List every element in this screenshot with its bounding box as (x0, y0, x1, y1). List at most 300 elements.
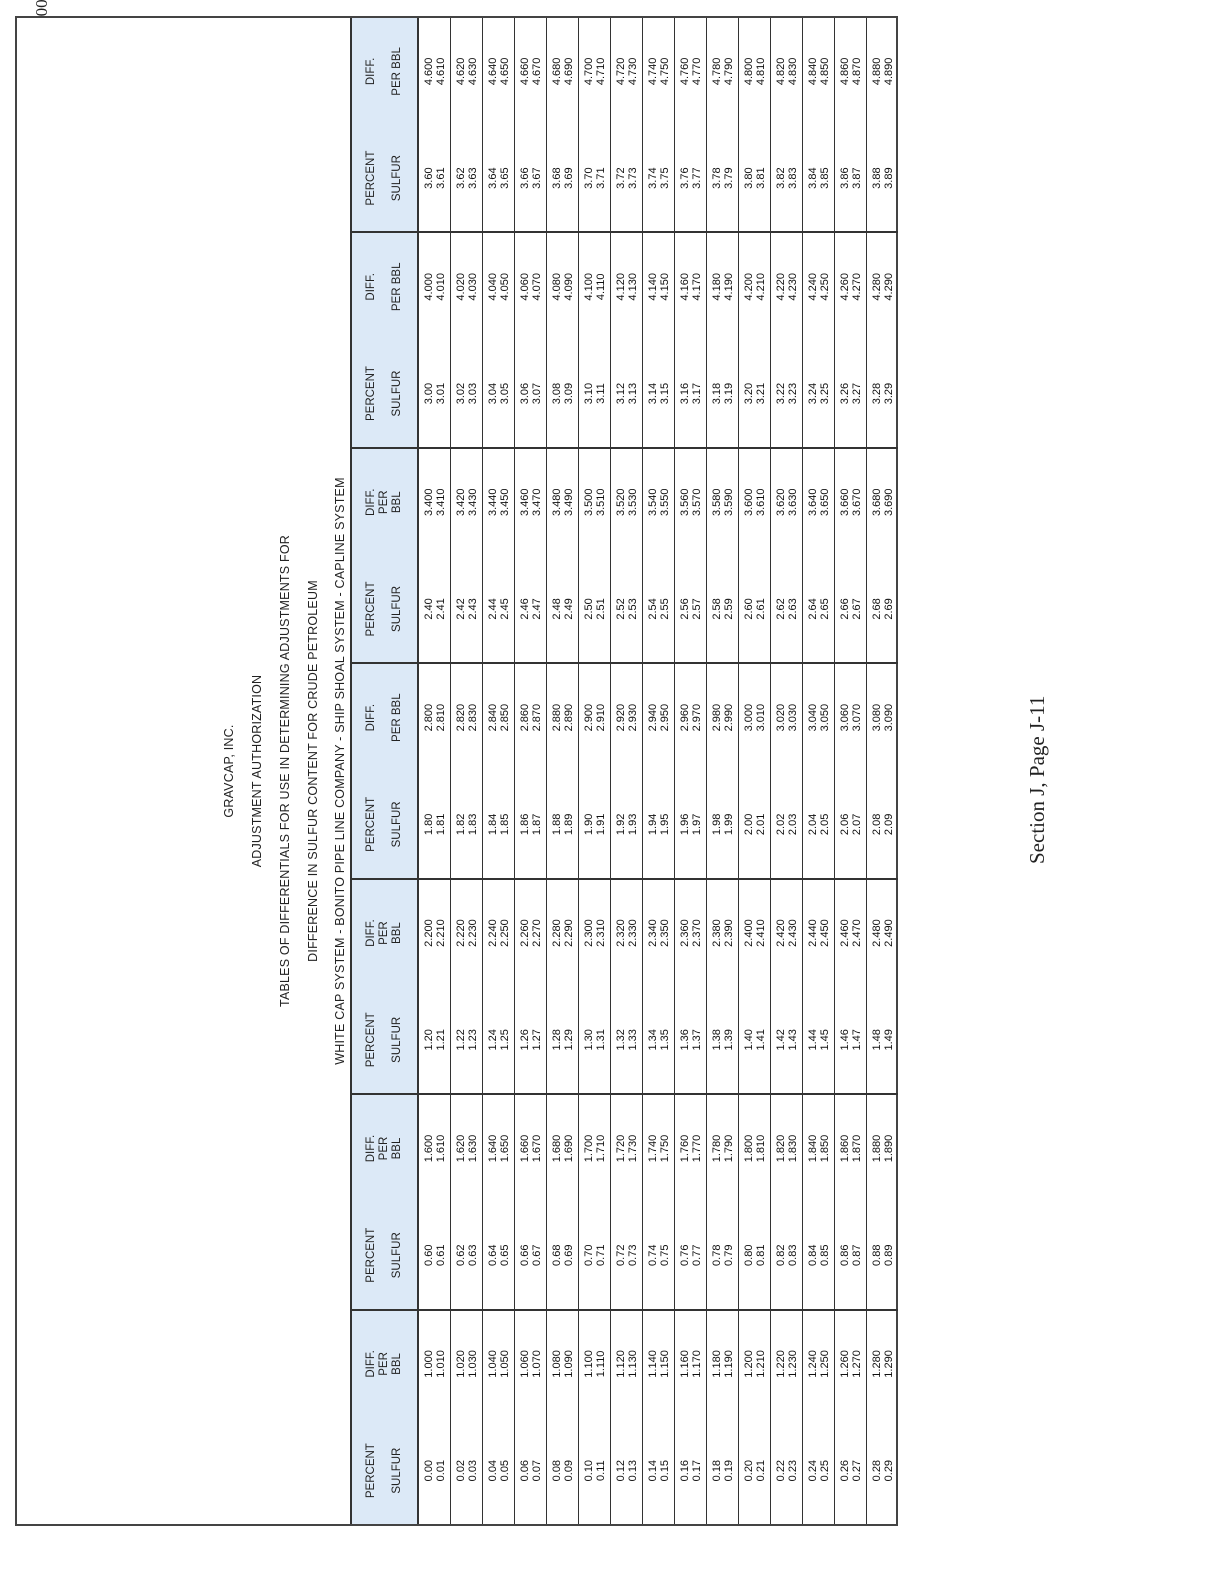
column-header (350, 771, 419, 878)
percent-sulfur-cell: 1.35 (658, 1029, 671, 1051)
diff-per-bbl-cell: 4.180 (710, 273, 723, 301)
diff-per-bbl-cell: 4.220 (774, 273, 787, 301)
row-pair (867, 1095, 898, 1202)
row-pair (611, 880, 643, 987)
diff-per-bbl-cell: 2.940 (646, 703, 659, 732)
percent-sulfur-cell: 3.80 (742, 167, 755, 189)
row-pair (739, 664, 771, 771)
row-pair (771, 1417, 803, 1524)
row-pair (579, 125, 611, 232)
diff-per-bbl-cell: 3.420 (454, 488, 467, 516)
percent-sulfur-cell: 2.42 (454, 598, 467, 620)
row-pair (707, 449, 739, 556)
row-pair (643, 986, 675, 1093)
percent-sulfur-cell: 0.29 (882, 1459, 895, 1482)
row-pair (867, 1417, 898, 1524)
percent-sulfur-cell: 0.02 (454, 1459, 467, 1482)
diff-per-bbl-cell: 1.050 (498, 1350, 511, 1378)
diff-per-bbl-cell: 4.250 (818, 273, 831, 301)
column-body (419, 1311, 898, 1418)
diff-per-bbl-cell: 1.190 (722, 1350, 735, 1378)
row-pair (451, 233, 483, 340)
column-body (419, 1202, 898, 1309)
row-pair (451, 986, 483, 1093)
row-pair (643, 1311, 675, 1418)
row-pair (547, 340, 579, 447)
diff-per-bbl-cell: 4.710 (594, 57, 607, 86)
row-pair (835, 233, 867, 340)
row-pair (643, 125, 675, 232)
diff-per-bbl-cell: 1.260 (838, 1350, 851, 1378)
percent-sulfur-cell: 0.24 (806, 1459, 819, 1482)
row-pair (867, 880, 898, 987)
percent-sulfur-cell: 3.27 (850, 382, 863, 405)
percent-sulfur-cell: 1.31 (594, 1029, 607, 1051)
diff-per-bbl-header: DIFF. PER BBL (365, 1350, 403, 1378)
diff-per-bbl-cell: 1.080 (550, 1350, 563, 1378)
percent-sulfur-cell: 3.14 (646, 382, 659, 405)
diff-per-bbl-cell: 1.760 (678, 1134, 691, 1163)
diff-per-bbl-cell: 2.320 (614, 919, 627, 947)
percent-sulfur-cell: 3.69 (562, 167, 575, 189)
diff-per-bbl-cell: 3.440 (486, 488, 499, 516)
percent-sulfur-cell: 0.65 (498, 1244, 511, 1266)
row-pair (867, 771, 898, 878)
diff-per-bbl-cell: 2.360 (678, 919, 691, 947)
percent-sulfur-cell: 2.56 (678, 598, 691, 620)
percent-sulfur-cell: 2.67 (850, 598, 863, 620)
row-pair (707, 1202, 739, 1309)
diff-per-bbl-cell: 1.640 (486, 1134, 499, 1163)
row-pair (547, 1202, 579, 1309)
percent-sulfur-cell: 0.13 (626, 1459, 639, 1482)
row-pair (483, 1311, 515, 1418)
diff-per-bbl-cell: 3.010 (754, 703, 767, 732)
percent-sulfur-cell: 1.38 (710, 1029, 723, 1051)
diff-per-bbl-cell: 1.060 (518, 1350, 531, 1378)
row-pair (643, 340, 675, 447)
diff-per-bbl-cell: 4.110 (594, 273, 607, 301)
diff-per-bbl-cell: 1.030 (466, 1350, 479, 1378)
row-pair (483, 449, 515, 556)
diff-per-bbl-cell: 2.370 (690, 919, 703, 947)
diff-per-bbl-cell: 2.980 (710, 703, 723, 732)
diff-per-bbl-header: DIFF. PER BBL (365, 262, 403, 312)
diff-per-bbl-cell: 4.230 (786, 273, 799, 301)
diff-per-bbl-cell: 4.200 (742, 273, 755, 301)
percent-sulfur-cell: 0.82 (774, 1244, 787, 1266)
row-pair (675, 771, 707, 878)
diff-per-bbl-cell: 3.070 (850, 703, 863, 732)
diff-per-bbl-cell: 4.860 (838, 57, 851, 86)
row-pair (771, 1311, 803, 1418)
diff-per-bbl-cell: 2.470 (850, 919, 863, 947)
percent-sulfur-cell: 1.43 (786, 1029, 799, 1051)
row-pair (515, 449, 547, 556)
row-pair (419, 880, 451, 987)
diff-per-bbl-cell: 2.210 (434, 919, 447, 947)
percent-sulfur-cell: 1.90 (582, 813, 595, 836)
row-pair (483, 664, 515, 771)
row-pair (547, 1311, 579, 1418)
row-pair (451, 449, 483, 556)
row-pair (515, 771, 547, 878)
diff-per-bbl-cell: 4.850 (818, 57, 831, 86)
row-pair (675, 1311, 707, 1418)
row-pair (707, 771, 739, 878)
row-pair (451, 125, 483, 232)
row-pair (483, 1095, 515, 1202)
diff-per-bbl-cell: 1.730 (626, 1134, 639, 1163)
percent-sulfur-cell: 3.88 (870, 167, 883, 189)
column-header (350, 1202, 419, 1309)
percent-sulfur-cell: 0.76 (678, 1244, 691, 1266)
diff-per-bbl-cell: 3.670 (850, 488, 863, 516)
row-pair (419, 449, 451, 556)
row-pair (867, 1202, 898, 1309)
percent-sulfur-cell: 0.12 (614, 1459, 627, 1482)
diff-per-bbl-header: DIFF. PER BBL (365, 919, 403, 947)
percent-sulfur-cell: 0.88 (870, 1244, 883, 1266)
percent-sulfur-cell: 1.45 (818, 1029, 831, 1051)
diff-per-bbl-cell: 3.590 (722, 488, 735, 516)
row-pair (675, 1202, 707, 1309)
row-pair (515, 1095, 547, 1202)
column-body (419, 233, 898, 340)
diff-per-bbl-cell: 1.070 (530, 1350, 543, 1378)
percent-sulfur-cell: 0.21 (754, 1459, 767, 1482)
percent-sulfur-cell: 3.64 (486, 167, 499, 189)
percent-sulfur-cell: 1.80 (422, 813, 435, 836)
row-pair (579, 1417, 611, 1524)
row-pair (419, 233, 451, 340)
percent-sulfur-cell: 2.47 (530, 598, 543, 620)
percent-sulfur-cell: 2.69 (882, 598, 895, 620)
row-pair (419, 664, 451, 771)
diff-per-bbl-cell: 2.830 (466, 703, 479, 732)
diff-per-bbl-cell: 2.390 (722, 919, 735, 947)
percent-sulfur-cell: 3.20 (742, 382, 755, 405)
diff-per-bbl-cell: 1.040 (486, 1350, 499, 1378)
row-pair (419, 18, 451, 125)
title-systems: WHITE CAP SYSTEM - BONITO PIPE LINE COMPANY - SHIP SHOAL SYSTEM - CAPLINE SYSTEM (333, 477, 347, 1065)
percent-sulfur-cell: 1.36 (678, 1029, 691, 1051)
percent-sulfur-cell: 1.44 (806, 1029, 819, 1051)
percent-sulfur-cell: 1.27 (530, 1029, 543, 1051)
diff-per-bbl-cell: 3.510 (594, 488, 607, 516)
row-pair (867, 340, 898, 447)
diff-per-bbl-cell: 1.620 (454, 1134, 467, 1163)
diff-per-bbl-cell: 1.280 (870, 1350, 883, 1378)
percent-sulfur-cell: 3.77 (690, 167, 703, 189)
row-pair (419, 556, 451, 663)
differential-table (350, 18, 898, 1524)
diff-per-bbl-cell: 4.820 (774, 57, 787, 86)
diff-per-bbl-cell: 4.660 (518, 57, 531, 86)
row-pair (483, 1202, 515, 1309)
row-pair (547, 556, 579, 663)
diff-per-bbl-cell: 4.290 (882, 273, 895, 301)
row-pair (515, 880, 547, 987)
row-pair (867, 1311, 898, 1418)
percent-sulfur-cell: 0.20 (742, 1459, 755, 1482)
diff-per-bbl-cell: 2.200 (422, 919, 435, 947)
percent-sulfur-header: PERCENT SULFUR (365, 796, 403, 852)
percent-sulfur-cell: 1.37 (690, 1029, 703, 1051)
percent-sulfur-cell: 3.74 (646, 167, 659, 189)
row-pair (643, 1095, 675, 1202)
diff-per-bbl-cell: 4.160 (678, 273, 691, 301)
diff-per-bbl-cell: 4.030 (466, 273, 479, 301)
percent-sulfur-cell: 1.20 (422, 1029, 435, 1051)
diff-per-bbl-cell: 3.080 (870, 703, 883, 732)
diff-per-bbl-cell: 2.420 (774, 919, 787, 947)
column-body (419, 771, 898, 878)
percent-sulfur-cell: 0.07 (530, 1459, 543, 1482)
row-pair (515, 556, 547, 663)
percent-sulfur-header: PERCENT SULFUR (365, 1443, 403, 1499)
row-pair (675, 340, 707, 447)
row-pair (675, 449, 707, 556)
percent-sulfur-cell: 1.85 (498, 813, 511, 836)
row-pair (611, 340, 643, 447)
percent-sulfur-cell: 0.28 (870, 1459, 883, 1482)
percent-sulfur-cell: 2.45 (498, 598, 511, 620)
percent-sulfur-cell: 0.26 (838, 1459, 851, 1482)
diff-per-bbl-cell: 2.380 (710, 919, 723, 947)
diff-per-bbl-cell: 1.120 (614, 1350, 627, 1378)
percent-sulfur-cell: 0.78 (710, 1244, 723, 1266)
row-pair (867, 233, 898, 340)
percent-sulfur-cell: 1.92 (614, 813, 627, 836)
row-pair (803, 1311, 835, 1418)
row-pair (707, 233, 739, 340)
percent-sulfur-cell: 1.25 (498, 1029, 511, 1051)
percent-sulfur-cell: 3.08 (550, 382, 563, 405)
row-pair (675, 18, 707, 125)
table-group (350, 662, 898, 877)
diff-per-bbl-cell: 2.270 (530, 919, 543, 947)
diff-per-bbl-cell: 4.790 (722, 57, 735, 86)
percent-sulfur-cell: 0.70 (582, 1244, 595, 1266)
table-group (350, 878, 898, 1093)
column-header (350, 986, 419, 1093)
percent-sulfur-cell: 1.30 (582, 1029, 595, 1051)
diff-per-bbl-cell: 2.860 (518, 703, 531, 732)
percent-sulfur-cell: 1.49 (882, 1029, 895, 1051)
percent-sulfur-cell: 3.03 (466, 382, 479, 405)
percent-sulfur-cell: 0.71 (594, 1244, 607, 1266)
diff-per-bbl-cell: 1.610 (434, 1134, 447, 1163)
row-pair (803, 880, 835, 987)
title-tables: TABLES OF DIFFERENTIALS FOR USE IN DETERMINING ADJUSTMENTS FOR (278, 535, 292, 1007)
row-pair (803, 340, 835, 447)
table-frame (15, 16, 898, 1526)
row-pair (419, 771, 451, 878)
row-pair (515, 986, 547, 1093)
row-pair (835, 771, 867, 878)
percent-sulfur-cell: 3.19 (722, 382, 735, 405)
percent-sulfur-cell: 0.87 (850, 1244, 863, 1266)
diff-per-bbl-cell: 1.010 (434, 1350, 447, 1378)
column-header (350, 449, 419, 556)
percent-sulfur-cell: 0.15 (658, 1459, 671, 1482)
percent-sulfur-cell: 1.94 (646, 813, 659, 836)
diff-per-bbl-cell: 2.850 (498, 703, 511, 732)
diff-per-bbl-cell: 4.840 (806, 57, 819, 86)
percent-sulfur-cell: 3.60 (422, 167, 435, 189)
percent-sulfur-cell: 0.72 (614, 1244, 627, 1266)
row-pair (643, 233, 675, 340)
row-pair (579, 664, 611, 771)
diff-per-bbl-cell: 1.850 (818, 1134, 831, 1163)
percent-sulfur-cell: 0.80 (742, 1244, 755, 1266)
row-pair (803, 1095, 835, 1202)
percent-sulfur-cell: 0.09 (562, 1459, 575, 1482)
diff-column (350, 1311, 898, 1418)
row-pair (643, 664, 675, 771)
diff-per-bbl-cell: 1.100 (582, 1350, 595, 1378)
row-pair (515, 125, 547, 232)
diff-per-bbl-cell: 3.460 (518, 488, 531, 516)
row-pair (835, 556, 867, 663)
diff-per-bbl-cell: 2.970 (690, 703, 703, 732)
percent-sulfur-cell: 3.79 (722, 167, 735, 189)
diff-per-bbl-cell: 2.880 (550, 703, 563, 732)
row-pair (483, 771, 515, 878)
row-pair (675, 880, 707, 987)
diff-per-bbl-cell: 1.880 (870, 1134, 883, 1163)
diff-per-bbl-cell: 3.620 (774, 488, 787, 516)
percent-sulfur-cell: 2.55 (658, 598, 671, 620)
percent-sulfur-cell: 3.61 (434, 167, 447, 189)
diff-per-bbl-cell: 4.880 (870, 57, 883, 86)
percent-sulfur-cell: 2.53 (626, 598, 639, 620)
diff-per-bbl-cell: 4.610 (434, 57, 447, 86)
percent-sulfur-cell: 2.06 (838, 813, 851, 836)
diff-per-bbl-cell: 1.130 (626, 1350, 639, 1378)
percent-sulfur-cell: 3.06 (518, 382, 531, 405)
percent-sulfur-cell: 0.01 (434, 1459, 447, 1482)
column-body (419, 880, 898, 987)
diff-per-bbl-cell: 4.830 (786, 57, 799, 86)
percent-sulfur-cell: 0.64 (486, 1244, 499, 1266)
row-pair (515, 1202, 547, 1309)
row-pair (771, 233, 803, 340)
diff-per-bbl-cell: 4.780 (710, 57, 723, 86)
row-pair (835, 1202, 867, 1309)
row-pair (867, 18, 898, 125)
percent-sulfur-cell: 1.39 (722, 1029, 735, 1051)
percent-sulfur-cell: 2.03 (786, 813, 799, 836)
percent-sulfur-cell: 0.74 (646, 1244, 659, 1266)
percent-sulfur-cell: 3.86 (838, 167, 851, 189)
percent-sulfur-cell: 3.72 (614, 167, 627, 189)
diff-per-bbl-cell: 1.270 (850, 1350, 863, 1378)
percent-sulfur-cell: 3.70 (582, 167, 595, 189)
diff-per-bbl-cell: 4.630 (466, 57, 479, 86)
diff-per-bbl-cell: 3.570 (690, 488, 703, 516)
percent-sulfur-header: PERCENT SULFUR (365, 1227, 403, 1283)
percent-sulfur-cell: 2.46 (518, 598, 531, 620)
diff-per-bbl-cell: 1.860 (838, 1134, 851, 1163)
percent-sulfur-cell: 3.02 (454, 382, 467, 405)
percent-sulfur-cell: 0.61 (434, 1244, 447, 1266)
row-pair (739, 771, 771, 878)
diff-per-bbl-cell: 2.950 (658, 703, 671, 732)
diff-per-bbl-cell: 2.960 (678, 703, 691, 732)
diff-per-bbl-cell: 4.760 (678, 57, 691, 86)
diff-per-bbl-header: DIFF. PER BBL (365, 1134, 403, 1163)
row-pair (515, 340, 547, 447)
diff-per-bbl-cell: 1.160 (678, 1350, 691, 1378)
percent-sulfur-cell: 1.82 (454, 813, 467, 836)
diff-per-bbl-cell: 2.400 (742, 919, 755, 947)
diff-per-bbl-cell: 4.170 (690, 273, 703, 301)
percent-sulfur-cell: 0.67 (530, 1244, 543, 1266)
percent-sulfur-cell: 3.89 (882, 167, 895, 189)
diff-per-bbl-cell: 4.240 (806, 273, 819, 301)
percent-sulfur-cell: 2.59 (722, 598, 735, 620)
percent-sulfur-cell: 3.63 (466, 167, 479, 189)
row-pair (835, 18, 867, 125)
percent-sulfur-cell: 3.85 (818, 167, 831, 189)
percent-sulfur-header: PERCENT SULFUR (365, 150, 403, 206)
row-pair (771, 986, 803, 1093)
row-pair (547, 880, 579, 987)
percent-sulfur-cell: 2.64 (806, 598, 819, 620)
row-pair (707, 1095, 739, 1202)
diff-per-bbl-cell: 1.690 (562, 1134, 575, 1163)
row-pair (643, 1202, 675, 1309)
percent-sulfur-cell: 3.12 (614, 382, 627, 405)
column-body (419, 1095, 898, 1202)
row-pair (739, 880, 771, 987)
percent-sulfur-cell: 3.00 (422, 382, 435, 405)
diff-per-bbl-cell: 1.020 (454, 1350, 467, 1378)
percent-sulfur-header: PERCENT SULFUR (365, 1012, 403, 1068)
diff-per-bbl-cell: 1.200 (742, 1350, 755, 1378)
row-pair (483, 125, 515, 232)
row-pair (835, 125, 867, 232)
row-pair (547, 125, 579, 232)
diff-per-bbl-cell: 3.050 (818, 703, 831, 732)
percent-sulfur-cell: 3.71 (594, 167, 607, 189)
title-authorization: ADJUSTMENT AUTHORIZATION (250, 674, 264, 868)
percent-column (350, 125, 898, 232)
row-pair (515, 233, 547, 340)
row-pair (579, 556, 611, 663)
row-pair (739, 1311, 771, 1418)
column-header (350, 18, 419, 125)
percent-sulfur-cell: 0.73 (626, 1244, 639, 1266)
percent-sulfur-cell: 0.03 (466, 1459, 479, 1482)
percent-sulfur-cell: 3.81 (754, 167, 767, 189)
percent-sulfur-cell: 0.06 (518, 1459, 531, 1482)
row-pair (451, 664, 483, 771)
diff-per-bbl-cell: 2.900 (582, 703, 595, 732)
row-pair (611, 1095, 643, 1202)
percent-sulfur-cell: 0.18 (710, 1459, 723, 1482)
diff-per-bbl-cell: 2.910 (594, 703, 607, 732)
diff-per-bbl-cell: 2.440 (806, 919, 819, 947)
diff-per-bbl-cell: 4.640 (486, 57, 499, 86)
percent-sulfur-cell: 1.97 (690, 813, 703, 836)
diff-per-bbl-cell: 4.650 (498, 57, 511, 86)
diff-per-bbl-cell: 4.130 (626, 273, 639, 301)
percent-sulfur-cell: 1.28 (550, 1029, 563, 1051)
row-pair (579, 340, 611, 447)
